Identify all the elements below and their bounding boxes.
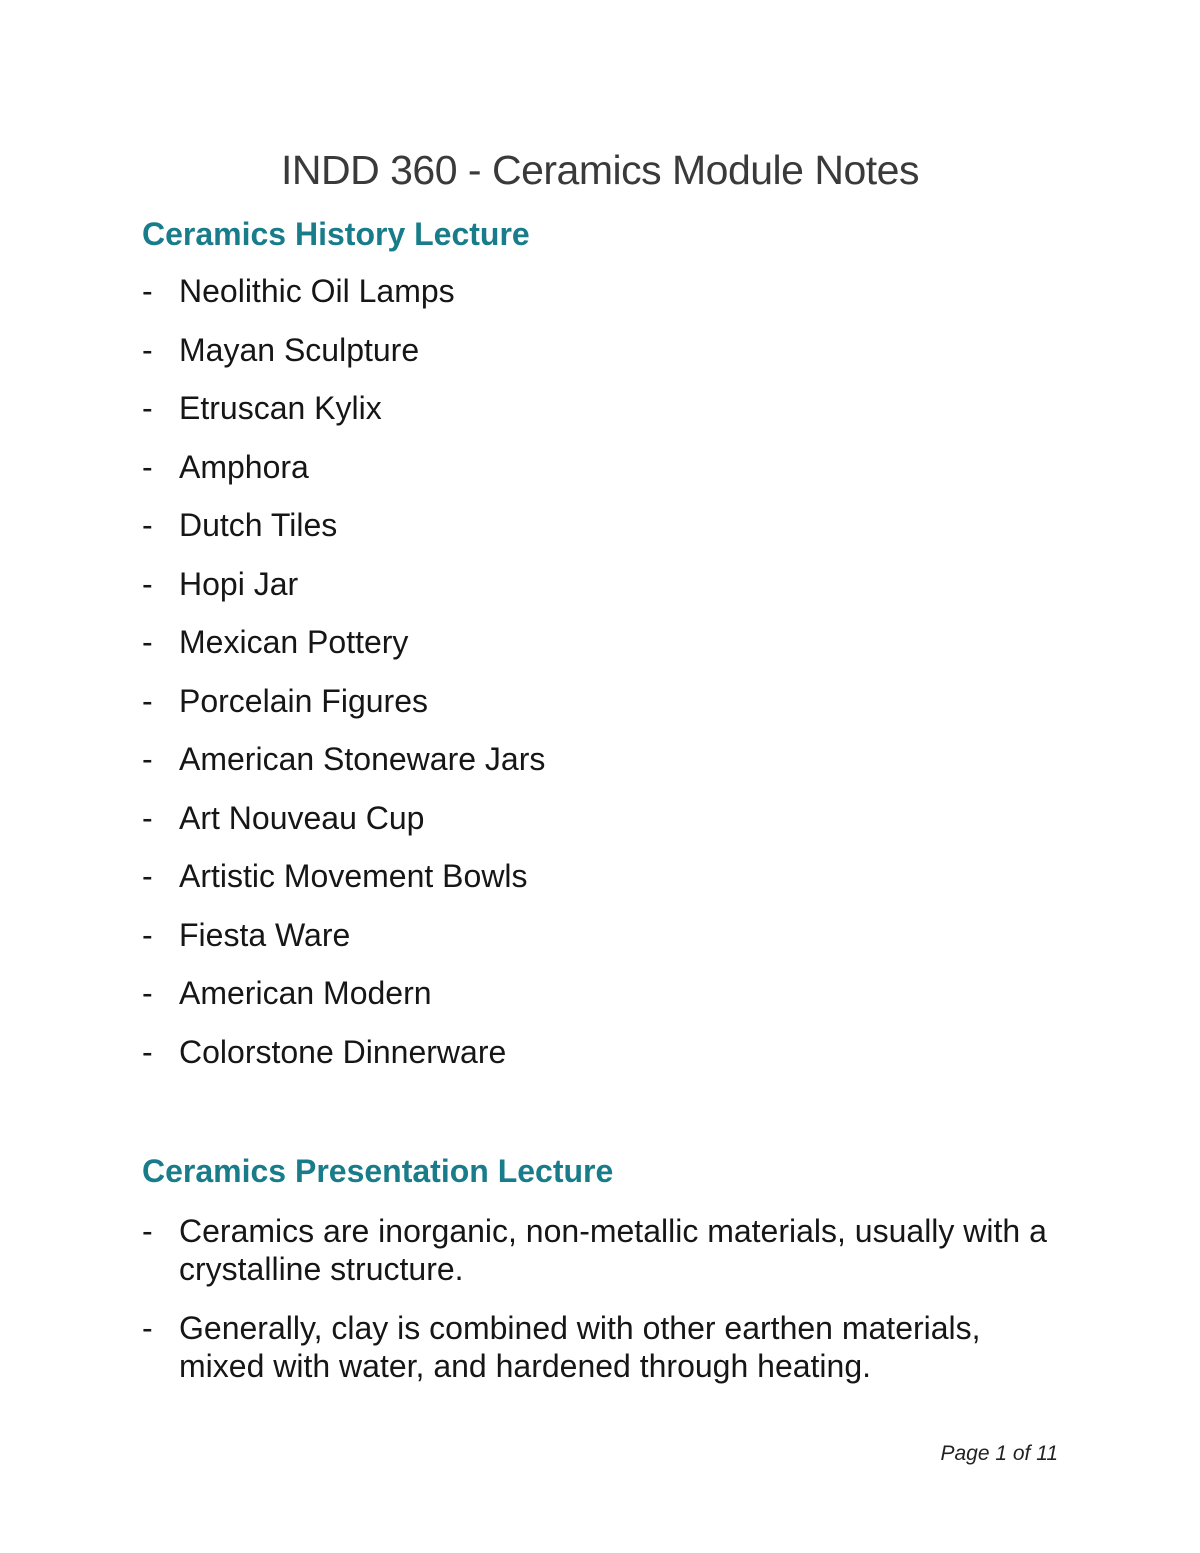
list-item (142, 272, 545, 331)
list-item-text: Ceramics are inorganic, non-metallic materials, usually with a crystalline structure. (179, 1213, 1047, 1287)
bullet-dash: - (142, 1310, 153, 1346)
list-item (142, 1033, 545, 1092)
list-item (142, 389, 545, 448)
list-item (142, 331, 545, 390)
list-item-text: Etruscan Kylix (179, 390, 382, 426)
bullet-dash: - (142, 741, 153, 777)
list-item-text: Mexican Pottery (179, 624, 409, 660)
list-item (142, 623, 545, 682)
list-item-text: Porcelain Figures (179, 682, 428, 719)
bullet-dash: - (142, 916, 153, 953)
bullet-dash: - (142, 507, 153, 543)
bullet-dash: - (142, 331, 153, 368)
section-heading-presentation: Ceramics Presentation Lecture (142, 1153, 614, 1189)
list-item-text: American Modern (179, 975, 432, 1011)
list-item-text: Mayan Sculpture (179, 331, 420, 368)
bullet-dash: - (142, 858, 153, 894)
list-item (142, 857, 545, 916)
list-item (142, 682, 545, 741)
document-title: INDD 360 - Ceramics Module Notes (281, 147, 919, 193)
list-item (142, 799, 545, 858)
list-item (142, 740, 545, 799)
bullet-dash: - (142, 448, 153, 485)
list-item-text: Neolithic Oil Lamps (179, 273, 455, 309)
list-item (142, 916, 545, 975)
page-number: Page 1 of 11 (940, 1442, 1058, 1465)
bullet-dash: - (142, 565, 153, 602)
list-item-text: Colorstone Dinnerware (179, 1033, 507, 1070)
history-list (142, 272, 545, 1091)
bullet-dash: - (142, 624, 153, 660)
list-item (142, 506, 545, 565)
list-item-text: Amphora (179, 448, 309, 485)
bullet-dash: - (142, 273, 153, 309)
bullet-dash: - (142, 1033, 153, 1070)
list-item (142, 448, 545, 507)
list-item-text: Art Nouveau Cup (179, 799, 425, 836)
bullet-dash: - (142, 799, 153, 836)
list-item-text: Fiesta Ware (179, 916, 351, 953)
list-item (142, 1309, 1062, 1385)
list-item-text: Hopi Jar (179, 565, 299, 602)
bullet-dash: - (142, 390, 153, 426)
bullet-dash: - (142, 975, 153, 1011)
list-item (142, 974, 545, 1033)
section-heading-history: Ceramics History Lecture (142, 216, 530, 252)
list-item (142, 1212, 1062, 1288)
list-item-text: American Stoneware Jars (179, 741, 546, 777)
bullet-dash: - (142, 682, 153, 719)
list-item-text: Generally, clay is combined with other earthen materials, mixed with water, and hardened through heating. (179, 1310, 981, 1384)
list-item (142, 565, 545, 624)
list-item-text: Artistic Movement Bowls (179, 858, 528, 894)
presentation-list (142, 1212, 1062, 1406)
bullet-dash: - (142, 1213, 153, 1249)
list-item-text: Dutch Tiles (179, 507, 338, 543)
